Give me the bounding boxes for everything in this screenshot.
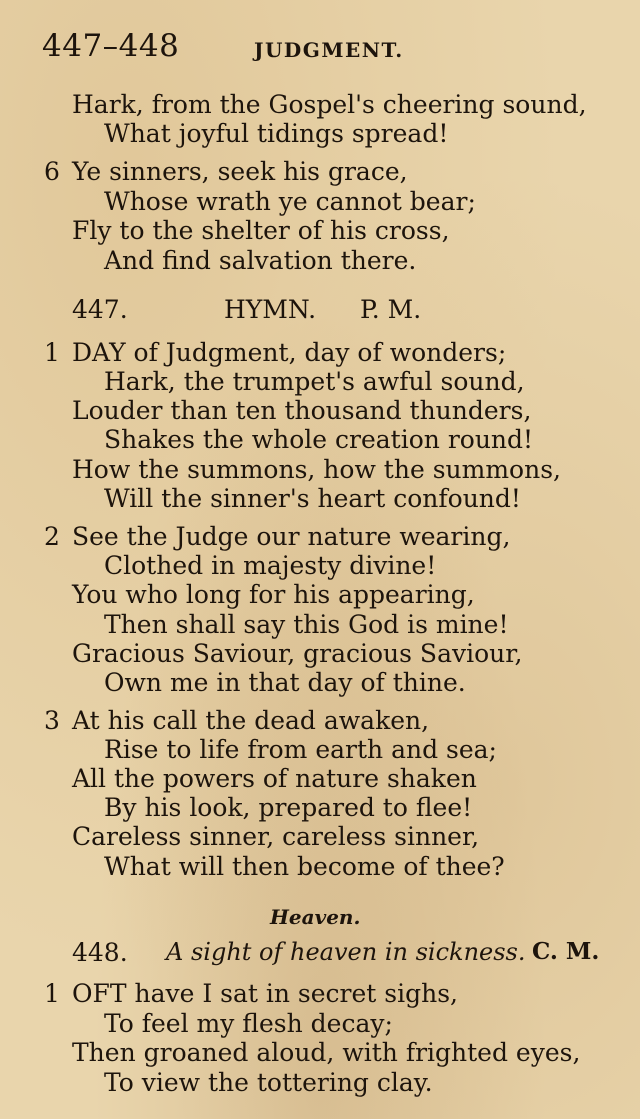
page-range: 447–448 [42,28,180,64]
verse-line: Then shall say this God is mine! [104,610,509,639]
verse-line: Then groaned aloud, with frighted eyes, [72,1038,581,1067]
verse-line: You who long for his appearing, [72,580,475,609]
verse-line: Louder than ten thousand thunders, [72,396,532,425]
running-title: JUDGMENT. [254,38,404,62]
verse-line: DAY of Judgment, day of wonders; [72,338,507,367]
verse-line: What will then become of thee? [104,852,505,881]
verse-line: Rise to life from earth and sea; [104,735,497,764]
verse-line: How the summons, how the summons, [72,455,561,484]
section-title: Heaven. [270,905,361,929]
verse-line: Fly to the shelter of his cross, [72,216,450,245]
verse-line: See the Judge our nature wearing, [72,522,511,551]
stanza-number: 6 [44,157,60,186]
hymn-title: A sight of heaven in sickness. [166,938,526,966]
hymn-title: HYMN. [224,295,317,324]
hymn-meter: P. M. [360,295,422,324]
hymn-meter: C. M. [532,938,600,965]
verse-line: At his call the dead awaken, [72,706,430,735]
verse-line: By his look, prepared to flee! [104,793,473,822]
verse-line: To view the tottering clay. [104,1068,433,1097]
stanza-number: 1 [44,338,60,367]
verse-line: Clothed in majesty divine! [104,551,437,580]
verse-line: Hark, the trumpet's awful sound, [104,367,525,396]
verse-line: Own me in that day of thine. [104,668,466,697]
verse-line: Whose wrath ye cannot bear; [104,187,476,216]
verse-line: Shakes the whole creation round! [104,425,534,454]
hymn-number: 448. [72,938,128,967]
page-header [42,28,612,68]
verse-line: All the powers of nature shaken [72,764,477,793]
stanza-number: 2 [44,522,60,551]
verse-line: And find salvation there. [104,246,417,275]
hymn-number: 447. [72,295,128,324]
stanza-number: 1 [44,979,60,1008]
verse-line: Hark, from the Gospel's cheering sound, [72,90,587,119]
verse-line: OFT have I sat in secret sighs, [72,979,458,1008]
verse-line: Will the sinner's heart confound! [104,484,521,513]
verse-line: What joyful tidings spread! [104,119,449,148]
stanza-number: 3 [44,706,60,735]
verse-line: Careless sinner, careless sinner, [72,822,480,851]
verse-line: Gracious Saviour, gracious Saviour, [72,639,523,668]
verse-line: Ye sinners, seek his grace, [72,157,408,186]
verse-line: To feel my flesh decay; [104,1009,393,1038]
